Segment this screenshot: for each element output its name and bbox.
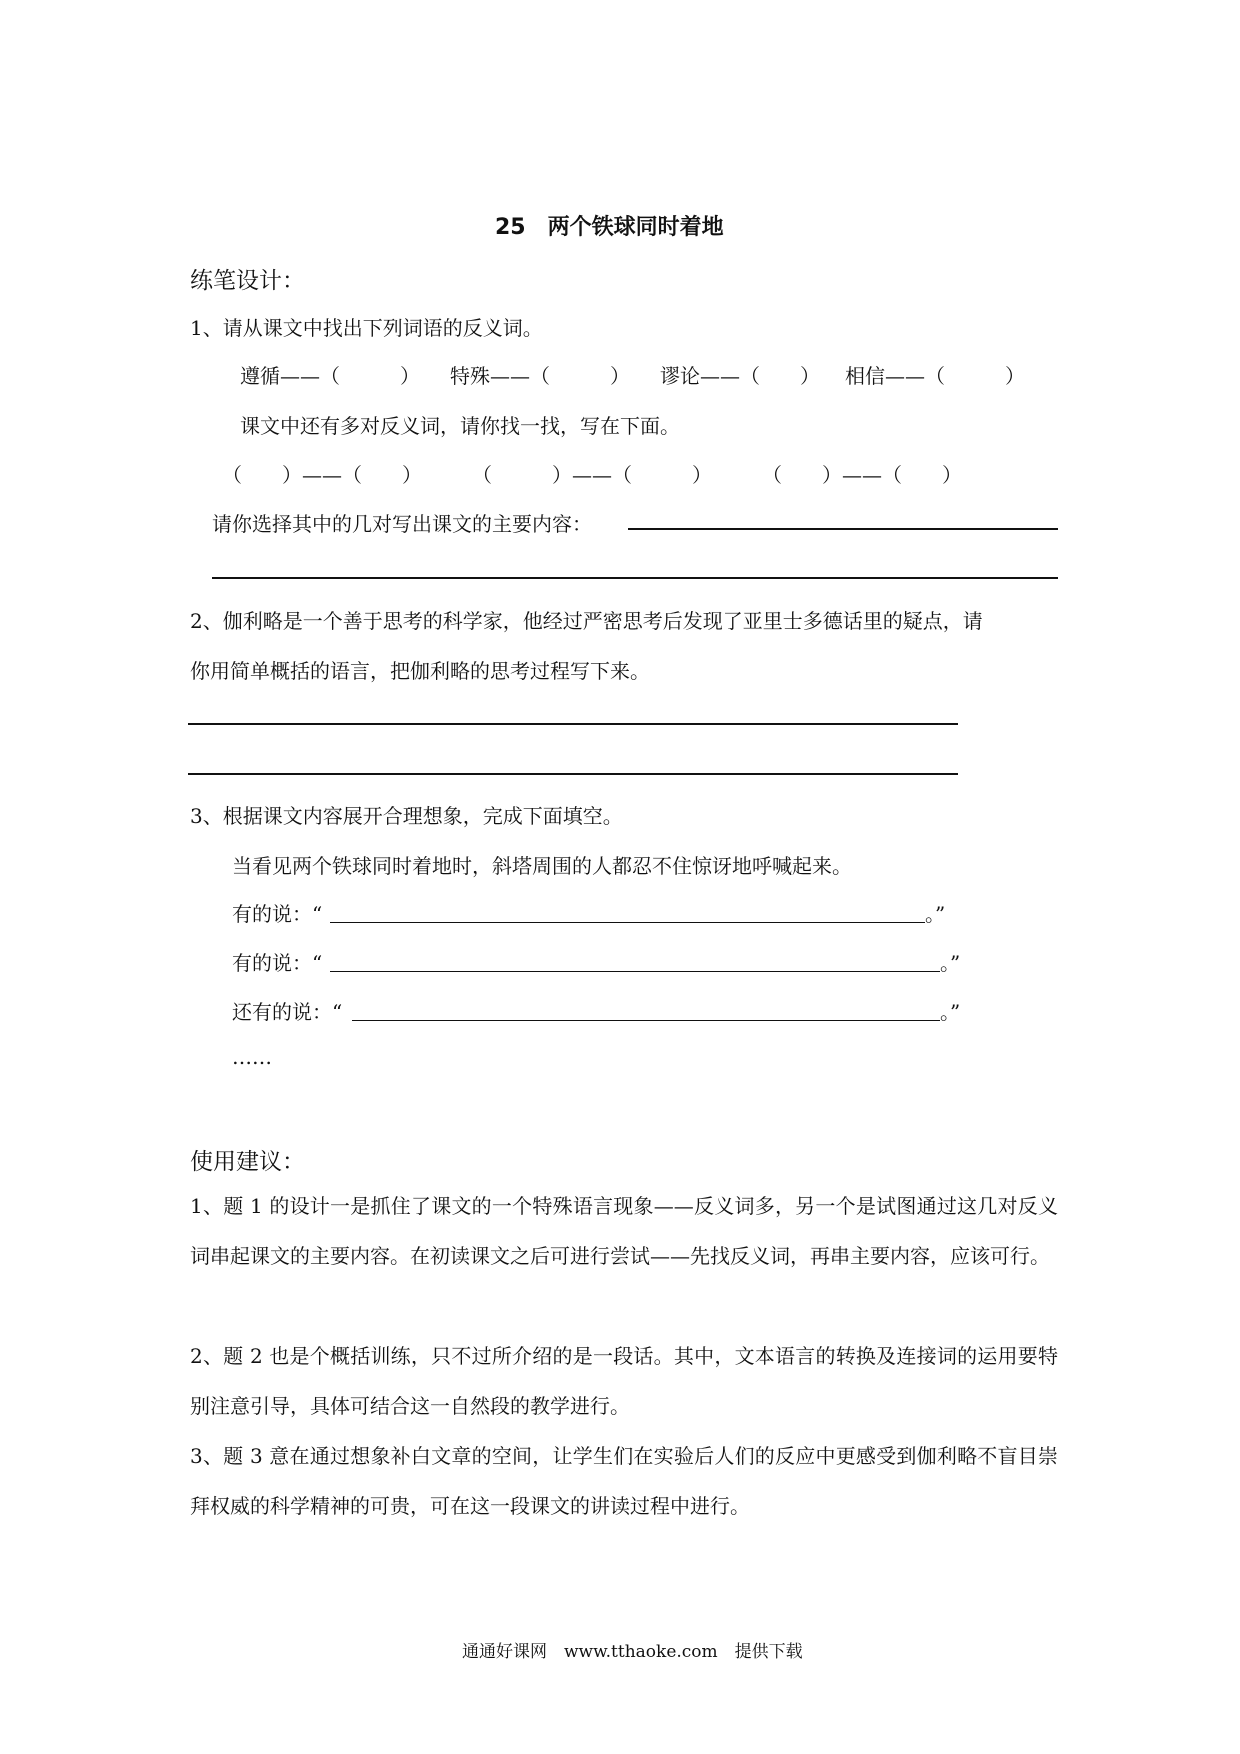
- quote-close: 。”: [940, 1000, 961, 1024]
- q2-text-line-1: 2、伽利略是一个善于思考的科学家，他经过严密思考后发现了亚里士多德话里的疑点，请: [190, 609, 983, 633]
- practice-heading: 练笔设计：: [190, 268, 305, 294]
- antonym-blank-2: （ ）——（ ）: [472, 463, 712, 487]
- ellipsis: ……: [232, 1045, 272, 1069]
- q1-prompt: 1、请从课文中找出下列词语的反义词。: [190, 316, 543, 340]
- q2-text-line-2: 你用简单概括的语言，把伽利略的思考过程写下来。: [190, 659, 650, 683]
- answer-line[interactable]: [628, 528, 1058, 530]
- fill-blank-line[interactable]: [352, 1020, 940, 1021]
- antonym-blank-3: （ ）——（ ）: [762, 463, 962, 487]
- answer-line[interactable]: [188, 723, 958, 725]
- q3-say-label-3: 还有的说：“: [232, 1000, 343, 1024]
- q1-summary-prompt: 请你选择其中的几对写出课文的主要内容：: [212, 512, 592, 536]
- fill-blank-line[interactable]: [330, 922, 925, 923]
- quote-close: 。”: [925, 902, 946, 926]
- quote-close: 。”: [940, 951, 961, 975]
- q3-say-label-1: 有的说：“: [232, 902, 323, 926]
- q3-scene: 当看见两个铁球同时着地时，斜塔周围的人都忍不住惊讶地呼喊起来。: [232, 854, 852, 878]
- antonym-pair-1: 遵循——（ ）: [240, 364, 420, 388]
- footer-credit: 通通好课网 www.tthaoke.com 提供下载: [462, 1642, 803, 1662]
- antonym-pair-3: 谬论——（ ）: [660, 364, 820, 388]
- page-title: 25 两个铁球同时着地: [495, 215, 724, 240]
- answer-line[interactable]: [188, 773, 958, 775]
- advice-item-1: 1、题 1 的设计一是抓住了课文的一个特殊语言现象——反义词多，另一个是试图通过这几对反义词串起课文的主要内容。在初读课文之后可进行尝试——先找反义词，再串主要内容，应该可行。: [190, 1194, 1058, 1268]
- advice-item-3: 3、题 3 意在通过想象补白文章的空间，让学生们在实验后人们的反应中更感受到伽利略不盲目崇拜权威的科学精神的可贵，可在这一段课文的讲读过程中进行。: [190, 1444, 1058, 1518]
- antonym-pair-2: 特殊——（ ）: [450, 364, 630, 388]
- q3-say-label-2: 有的说：“: [232, 951, 323, 975]
- antonym-blank-1: （ ）——（ ）: [222, 463, 422, 487]
- answer-line[interactable]: [212, 577, 1058, 579]
- q3-prompt: 3、根据课文内容展开合理想象，完成下面填空。: [190, 804, 623, 828]
- q1-more-prompt: 课文中还有多对反义词，请你找一找，写在下面。: [240, 414, 680, 438]
- fill-blank-line[interactable]: [330, 971, 940, 972]
- antonym-pair-4: 相信——（ ）: [845, 364, 1025, 388]
- advice-heading: 使用建议：: [190, 1149, 305, 1175]
- advice-item-2: 2、题 2 也是个概括训练，只不过所介绍的是一段话。其中，文本语言的转换及连接词的运用要特别注意引导，具体可结合这一自然段的教学进行。: [190, 1344, 1058, 1418]
